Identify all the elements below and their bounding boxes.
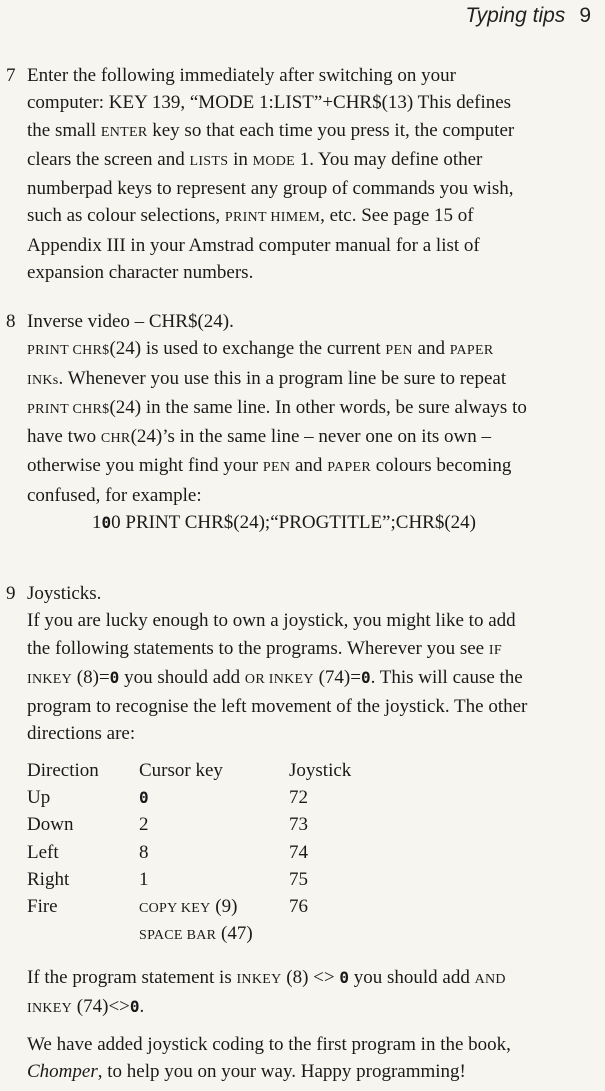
column-header: Cursor key <box>139 759 223 781</box>
text-line: If you are lucky enough to own a joystick, you might like to add <box>27 610 516 632</box>
text-line: INKEY (8)=0 you should add OR INKEY (74)=0. This will cause the <box>27 666 523 688</box>
text-line: directions are: <box>27 723 136 745</box>
table-cell: SPACE BAR (47) <box>139 923 253 945</box>
text-line: PRINT CHR$(24) is used to exchange the current PEN and PAPER <box>27 338 494 360</box>
table-cell: Fire <box>27 896 58 918</box>
text-line: have two CHR(24)’s in the same line – never one on its own – <box>27 426 491 448</box>
text-line: INKs. Whenever you use this in a program line be sure to repeat <box>27 367 507 389</box>
table-cell: Right <box>27 868 70 890</box>
text-line: Appendix III in your Amstrad computer manual for a list of <box>27 234 480 256</box>
text-line: PRINT CHR$(24) in the same line. In other words, be sure always to <box>27 396 527 418</box>
text-line: Chomper, to help you on your way. Happy programming! <box>27 1061 466 1083</box>
table-cell: 2 <box>139 814 149 836</box>
code-example: 100 PRINT CHR$(24);“PROGTITLE”;CHR$(24) <box>92 512 476 533</box>
text-line: Joysticks. <box>27 583 102 604</box>
text-line: such as colour selections, PRINT HIMEM, etc. See page 15 of <box>27 205 474 227</box>
tip-number: 9 <box>6 583 16 604</box>
text-line: INKEY (74)<>0. <box>27 996 145 1018</box>
text-line: confused, for example: <box>27 484 202 506</box>
text-line: Enter the following immediately after switching on your <box>27 65 456 86</box>
table-cell: 72 <box>289 786 308 808</box>
table-cell <box>289 921 351 948</box>
joystick-table <box>27 757 351 948</box>
table-cell: 8 <box>139 841 149 863</box>
header-title: Typing tips <box>465 4 566 27</box>
program-title: Chomper <box>27 1061 98 1083</box>
table-cell: COPY KEY (9) <box>139 896 238 918</box>
text-line: numberpad keys to represent any group of commands you wish, <box>27 178 514 200</box>
table-cell <box>27 921 139 948</box>
table-cell: 1 <box>139 868 149 890</box>
text-line: computer: KEY 139, “MODE 1:LIST”+CHR$(13) This defines <box>27 92 512 114</box>
table-cell: 75 <box>289 868 308 890</box>
tip-body <box>27 308 595 509</box>
text-line: program to recognise the left movement of the joystick. The other <box>27 696 528 718</box>
table-cell: 74 <box>289 841 308 863</box>
table-row <box>27 921 351 948</box>
text-line: Inverse video – CHR$(24). <box>27 311 234 332</box>
paragraph-inkey <box>27 964 595 1023</box>
page-number: 9 <box>579 4 591 27</box>
table-cell: 76 <box>289 896 308 918</box>
tip-8 <box>6 308 595 509</box>
table-header-row <box>27 757 351 784</box>
text-line: If the program statement is INKEY (8) <> 0 you should add AND <box>27 967 506 988</box>
column-header: Direction <box>27 759 99 781</box>
tip-number: 7 <box>6 65 16 86</box>
table-cell: 73 <box>289 814 308 836</box>
column-header: Joystick <box>289 759 352 781</box>
text-line: otherwise you might find your PEN and PAPER colours becoming <box>27 455 512 477</box>
paragraph-closing <box>27 1031 595 1086</box>
text-line: the small ENTER key so that each time you press it, the computer <box>27 119 515 141</box>
table-row <box>27 812 351 839</box>
text-line: We have added joystick coding to the first program in the book, <box>27 1034 511 1055</box>
table-cell: Down <box>27 814 74 836</box>
tip-9 <box>6 580 595 748</box>
table-cell: Up <box>27 786 51 808</box>
text-line: clears the screen and LISTS in MODE 1. You may define other <box>27 148 483 170</box>
text-line: expansion character numbers. <box>27 262 254 284</box>
tip-7 <box>6 62 595 286</box>
table-row <box>27 866 351 893</box>
tip-number: 8 <box>6 311 16 332</box>
text-line: the following statements to the programs. Wherever you see IF <box>27 637 502 659</box>
table-row <box>27 784 351 811</box>
table-cell: 0 <box>139 787 149 807</box>
table-row <box>27 893 351 920</box>
tip-body <box>27 62 595 286</box>
running-header <box>465 4 591 28</box>
table-cell: Left <box>27 841 59 863</box>
tip-body <box>27 580 595 748</box>
table-row <box>27 839 351 866</box>
